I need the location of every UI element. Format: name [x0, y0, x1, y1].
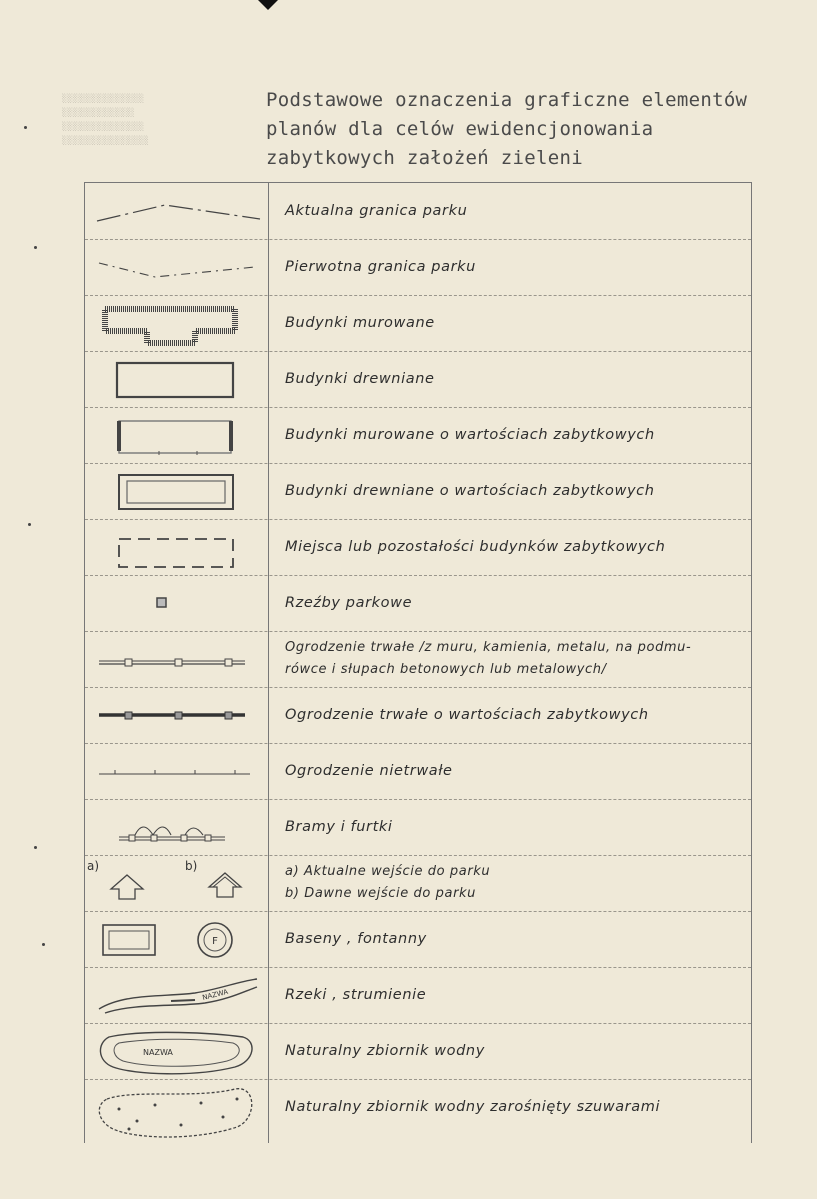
- permanent-fence-symbol: [85, 631, 269, 687]
- original-park-boundary-symbol: [85, 239, 269, 295]
- legend-row: [85, 295, 751, 352]
- legend-row: [85, 463, 751, 520]
- legend-row: [85, 183, 751, 240]
- legend-row: [85, 911, 751, 968]
- historic-wooden-building-symbol: [85, 463, 269, 519]
- legend-label: [285, 631, 745, 687]
- river-stream-symbol: [85, 967, 269, 1023]
- wooden-building-symbol: [85, 351, 269, 407]
- title-line-1: Podstawowe oznaczenia graficzne elementów: [266, 89, 748, 111]
- legend-row: [85, 575, 751, 632]
- gate-symbol: [85, 799, 269, 855]
- legend-row: [85, 351, 751, 408]
- current-park-boundary-symbol: [85, 183, 269, 239]
- legend-label: Baseny , fontanny: [285, 931, 427, 947]
- park-sculpture-symbol: [85, 575, 269, 631]
- legend-row: [85, 1023, 751, 1080]
- margin-dot: [42, 943, 45, 946]
- mark-b: b): [185, 859, 198, 873]
- margin-dot: [34, 246, 37, 249]
- legend-row: [85, 519, 751, 576]
- title-line-2: planów dla celów ewidencjonowania: [266, 118, 654, 140]
- temporary-fence-symbol: [85, 743, 269, 799]
- legend-label: Budynki murowane o wartościach zabytkowych: [285, 427, 655, 443]
- legend-label: Ogrodzenie nietrwałe: [285, 763, 453, 779]
- margin-dot: [28, 523, 31, 526]
- legend-label: Rzeki , strumienie: [285, 987, 427, 1003]
- legend-label: Pierwotna granica parku: [285, 259, 476, 275]
- legend-label: Naturalny zbiornik wodny: [285, 1043, 485, 1059]
- corner-arrow-mark: [258, 0, 278, 10]
- legend-label: Bramy i furtki: [285, 819, 393, 835]
- faded-stamp: ░░░░░░░░░░░░░░░░░ ░░░░░░░░░░░░░░░ ░░░░░░░░░░░░░░░░░ ░░░░░░░░░░░░░░░░░░: [62, 94, 149, 145]
- legend-row: [85, 967, 751, 1024]
- masonry-building-symbol: [85, 295, 269, 351]
- historic-permanent-fence-symbol: [85, 687, 269, 743]
- fountain-letter: F: [212, 936, 218, 947]
- legend-label: Miejsca lub pozostałości budynków zabytkowych: [285, 539, 666, 555]
- legend-label: Budynki murowane: [285, 315, 435, 331]
- building-remains-symbol: [85, 519, 269, 575]
- legend-row: [85, 407, 751, 464]
- page-title: [266, 86, 786, 173]
- legend-label: Budynki drewniane o wartościach zabytkowych: [285, 483, 655, 499]
- natural-pond-symbol: [85, 1023, 269, 1079]
- title-line-3: zabytkowych założeń zieleni: [266, 147, 583, 169]
- overgrown-pond-symbol: [85, 1079, 269, 1143]
- legend-row: [85, 855, 751, 912]
- legend-label: Naturalny zbiornik wodny zarośnięty szuwarami: [285, 1099, 661, 1115]
- legend-label: Aktualna granica parku: [285, 203, 468, 219]
- legend-label-line: a) Aktualne wejście do parku: [285, 864, 491, 879]
- margin-dot: [24, 126, 27, 129]
- legend-label: Budynki drewniane: [285, 371, 435, 387]
- legend-label: Ogrodzenie trwałe o wartościach zabytkowych: [285, 707, 649, 723]
- legend-label-line: Ogrodzenie trwałe /z muru, kamienia, metalu, na podmu-: [285, 640, 692, 655]
- legend-row: [85, 631, 751, 688]
- legend-label-line: b) Dawne wejście do parku: [285, 886, 477, 901]
- pool-fountain-symbol: [85, 911, 269, 967]
- legend-label: Rzeźby parkowe: [285, 595, 413, 611]
- legend-label-line: rówce i słupach betonowych lub metalowych/: [285, 662, 607, 677]
- legend-row: [85, 1079, 751, 1143]
- margin-dot: [34, 846, 37, 849]
- mark-a: a): [87, 859, 100, 873]
- legend-label: [285, 855, 745, 911]
- river-name-label: NAZWA: [201, 987, 229, 1002]
- park-entrance-symbol: [85, 855, 269, 911]
- legend-row: [85, 687, 751, 744]
- pond-name-label: NAZWA: [143, 1048, 173, 1057]
- legend-row: [85, 743, 751, 800]
- legend-row: [85, 239, 751, 296]
- legend-row: [85, 799, 751, 856]
- historic-masonry-building-symbol: [85, 407, 269, 463]
- legend-table: [84, 182, 752, 1143]
